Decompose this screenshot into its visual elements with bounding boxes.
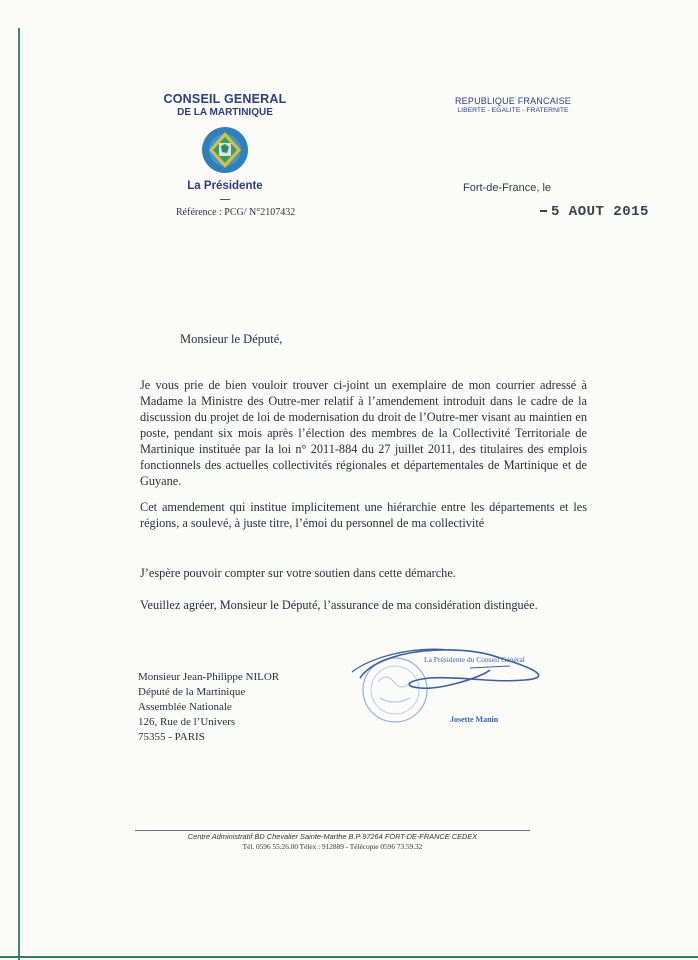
footer-address: Centre Administratif BD Chevalier Sainte-Marthe B.P 97264 FORT-DE-FRANCE CEDEX	[187, 832, 478, 841]
dash-mark	[540, 210, 547, 212]
org-name-line2: DE LA MARTINIQUE	[177, 107, 273, 118]
letterhead-right	[453, 96, 573, 114]
recipient-line: 75355 - PARIS	[138, 731, 205, 743]
footer-contact: Tél. 0596 55.26.00 Télex : 912889 - Télécopie 0596 73.59.32	[242, 842, 423, 851]
footer-divider	[135, 830, 530, 831]
conseil-general-logo-icon	[201, 126, 249, 174]
org-name-line1: CONSEIL GENERAL	[163, 92, 287, 106]
paragraph-3: J’espère pouvoir compter sur votre soutien dans cette démarche.	[140, 566, 456, 580]
divider	[220, 199, 230, 200]
paragraph-1: Je vous prie de bien vouloir trouver ci-joint un exemplaire de mon courrier adressé à Madame la Ministre des Outre-mer relatif à l’amendement introduit dans le cadre de la discussion du projet de loi de modernisation du droit de l’Outre-mer visant au maintien en poste, pendant six mois après l’élection des membres de la Collectivité Territoriale de Martinique instituée par la loi n° 2011-884 du 27 juillet 2011, des titulaires des emplois fonctionnels des actuelles collectivités régionales et départementales de Martinique et de Guyane.	[140, 378, 587, 488]
republic-name: REPUBLIQUE FRANCAISE	[454, 96, 572, 106]
stamp-caption: La Présidente du Conseil Général	[424, 655, 525, 664]
paragraph-4: Veuillez agréer, Monsieur le Député, l’assurance de ma considération distinguée.	[140, 598, 538, 612]
recipient-address	[138, 670, 279, 745]
left-margin-rule	[18, 28, 20, 960]
republic-motto: LIBERTE - EGALITE - FRATERNITE	[457, 107, 569, 114]
recipient-line: 126, Rue de l’Univers	[138, 716, 236, 728]
place-line: Fort-de-France, le	[463, 182, 552, 194]
recipient-line: Député de la Martinique	[138, 686, 246, 698]
recipient-line: Monsieur Jean-Philippe NILOR	[138, 671, 280, 683]
salutation: Monsieur le Député,	[180, 332, 283, 346]
date-value: 5 AOUT 2015	[551, 204, 649, 220]
paragraph-2: Cet amendement qui institue implicitement une hiérarchie entre les départements et les régions, a soulevé, à juste titre, l’émoi du personnel de ma collectivité	[140, 500, 587, 530]
bottom-rule	[0, 956, 698, 958]
reference-number: Référence : PCG/ N°2107432	[176, 207, 296, 218]
recipient-line: Assemblée Nationale	[138, 701, 232, 713]
signatory-role: La Présidente	[187, 180, 263, 192]
date-stamp	[540, 204, 649, 220]
letterhead-left	[150, 92, 300, 203]
signatory-name: Josette Manin	[450, 715, 499, 724]
